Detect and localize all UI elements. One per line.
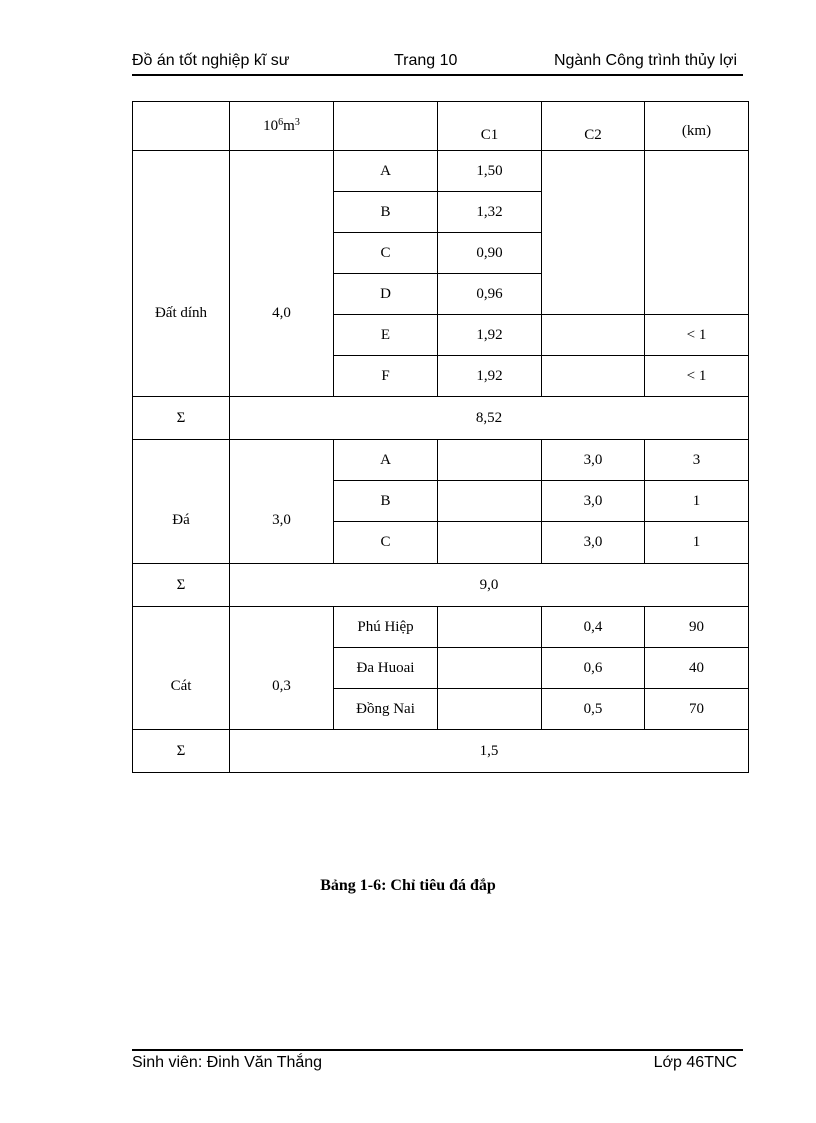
sum-value: 8,52 <box>230 397 749 440</box>
quarry-cell: Đa Huoai <box>334 648 438 689</box>
c1-cell <box>438 522 542 564</box>
header-cell-c1: C1 <box>438 102 542 151</box>
km-cell: 90 <box>645 607 749 648</box>
sum-symbol: Σ <box>133 564 230 607</box>
c1-cell: 1,50 <box>438 151 542 192</box>
header-cell-km: (km) <box>645 102 749 151</box>
material-volume-cell: 0,3 <box>230 607 334 730</box>
c2-cell: 3,0 <box>542 481 645 522</box>
quarry-cell: A <box>334 440 438 481</box>
table-caption: Bảng 1-6: Chỉ tiêu đá đắp <box>320 877 496 894</box>
quarry-cell: E <box>334 315 438 356</box>
material-table <box>132 101 749 773</box>
c1-cell: 0,90 <box>438 233 542 274</box>
c2-cell: 0,4 <box>542 607 645 648</box>
table-row <box>133 607 749 648</box>
km-cell: 70 <box>645 689 749 730</box>
c1-cell <box>438 481 542 522</box>
sum-value: 9,0 <box>230 564 749 607</box>
table-row <box>133 440 749 481</box>
c2-cell <box>542 315 645 356</box>
c1-cell <box>438 648 542 689</box>
km-cell: 1 <box>645 522 749 564</box>
footer-student: Sinh viên: Đinh Văn Thắng <box>132 1054 323 1071</box>
table-header-row <box>133 102 749 151</box>
header-cell-empty <box>133 102 230 151</box>
sum-row <box>133 397 749 440</box>
c1-cell: 0,96 <box>438 274 542 315</box>
c1-cell: 1,92 <box>438 315 542 356</box>
page-header <box>132 50 743 76</box>
km-cell: < 1 <box>645 356 749 397</box>
sum-row <box>133 730 749 773</box>
km-cell-empty <box>645 151 749 315</box>
quarry-cell: B <box>334 192 438 233</box>
km-cell: 40 <box>645 648 749 689</box>
c2-cell-empty <box>542 151 645 315</box>
c2-cell: 3,0 <box>542 522 645 564</box>
quarry-cell: B <box>334 481 438 522</box>
c2-cell: 0,6 <box>542 648 645 689</box>
sum-value: 1,5 <box>230 730 749 773</box>
header-cell-empty-2 <box>334 102 438 151</box>
sum-symbol: Σ <box>133 397 230 440</box>
material-volume-cell: 4,0 <box>230 151 334 397</box>
sum-symbol: Σ <box>133 730 230 773</box>
c1-cell <box>438 440 542 481</box>
quarry-cell: C <box>334 233 438 274</box>
header-document-title: Đồ án tốt nghiệp kĩ sư <box>132 52 290 69</box>
quarry-cell: A <box>334 151 438 192</box>
km-cell: 3 <box>645 440 749 481</box>
material-name-cell: Cát <box>133 607 230 730</box>
footer-class: Lớp 46TNC <box>653 1054 737 1071</box>
quarry-cell: D <box>334 274 438 315</box>
material-name-cell: Đá <box>133 440 230 564</box>
header-page-number: Trang 10 <box>394 52 458 69</box>
quarry-cell: Đồng Nai <box>334 689 438 730</box>
km-cell: 1 <box>645 481 749 522</box>
page-footer <box>132 1049 743 1077</box>
table-row <box>133 151 749 192</box>
quarry-cell: Phú Hiệp <box>334 607 438 648</box>
c1-cell: 1,92 <box>438 356 542 397</box>
quarry-cell: C <box>334 522 438 564</box>
km-cell: < 1 <box>645 315 749 356</box>
header-cell-c2: C2 <box>542 102 645 151</box>
c1-cell <box>438 689 542 730</box>
header-major: Ngành Công trình thủy lợi <box>553 52 737 69</box>
material-name-cell: Đất dính <box>133 151 230 397</box>
c1-cell <box>438 607 542 648</box>
c2-cell: 3,0 <box>542 440 645 481</box>
c2-cell: 0,5 <box>542 689 645 730</box>
sum-row <box>133 564 749 607</box>
header-cell-unit: $10^6m^3$ <box>230 102 334 151</box>
c2-cell <box>542 356 645 397</box>
quarry-cell: F <box>334 356 438 397</box>
c1-cell: 1,32 <box>438 192 542 233</box>
material-volume-cell: 3,0 <box>230 440 334 564</box>
